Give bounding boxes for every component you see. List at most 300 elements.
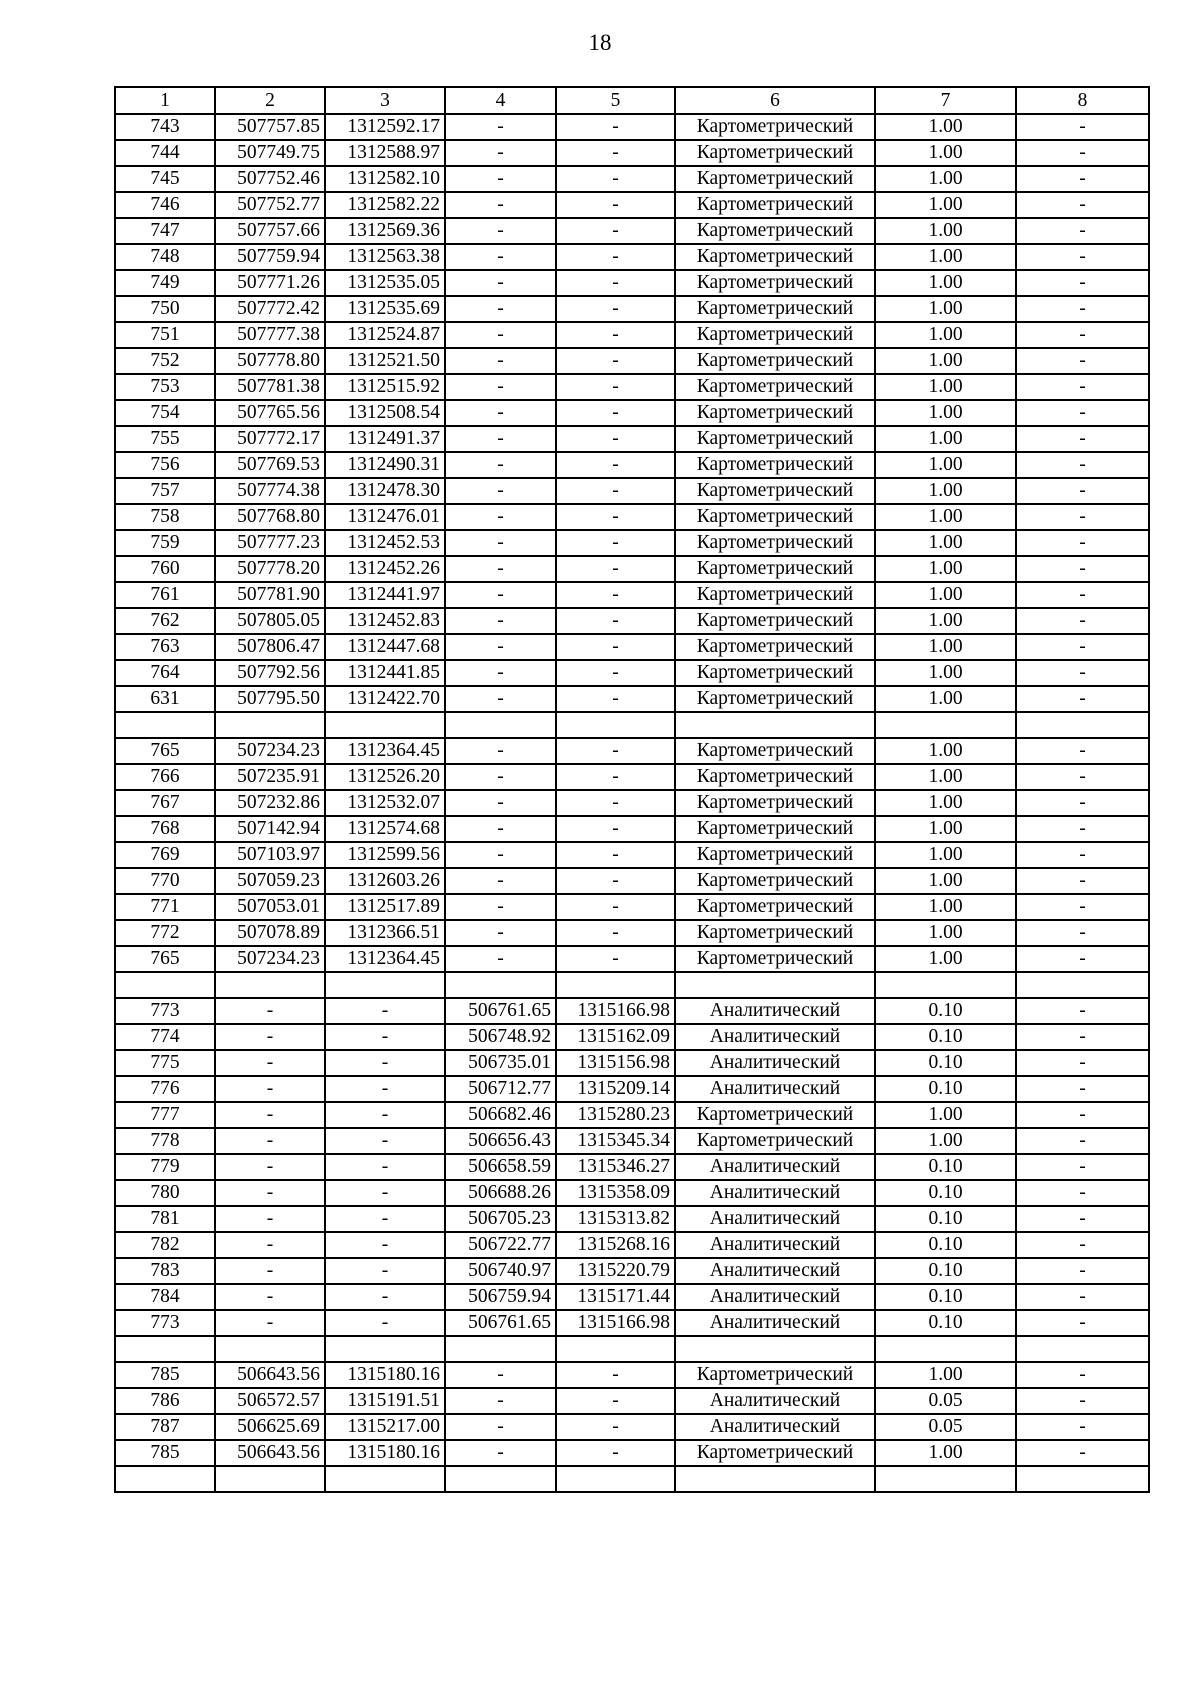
- table-row: [115, 608, 1149, 634]
- x-coordinate-cell: 507749.75: [215, 140, 325, 166]
- table-row: [115, 1180, 1149, 1206]
- description-cell: -: [1016, 608, 1149, 634]
- y-coordinate-cell: 1312366.51: [325, 920, 445, 946]
- y-coordinate-alt-cell: [556, 972, 675, 998]
- x-coordinate-cell: -: [215, 1206, 325, 1232]
- table-row: [115, 790, 1149, 816]
- description-cell: [1016, 712, 1149, 738]
- point-number-cell: 744: [115, 140, 215, 166]
- method-cell: Картометрический: [675, 738, 875, 764]
- x-coordinate-cell: -: [215, 998, 325, 1024]
- table-row: [115, 868, 1149, 894]
- y-coordinate-alt-cell: 1315171.44: [556, 1284, 675, 1310]
- y-coordinate-cell: 1312478.30: [325, 478, 445, 504]
- table-row: [115, 1258, 1149, 1284]
- x-coordinate-alt-cell: 506759.94: [445, 1284, 556, 1310]
- x-coordinate-cell: 506643.56: [215, 1362, 325, 1388]
- table-row: [115, 1466, 1149, 1492]
- y-coordinate-alt-cell: 1315345.34: [556, 1128, 675, 1154]
- x-coordinate-cell: 507103.97: [215, 842, 325, 868]
- x-coordinate-alt-cell: -: [445, 166, 556, 192]
- method-cell: Картометрический: [675, 452, 875, 478]
- x-coordinate-cell: 507795.50: [215, 686, 325, 712]
- x-coordinate-cell: 507778.80: [215, 348, 325, 374]
- x-coordinate-alt-cell: -: [445, 1414, 556, 1440]
- y-coordinate-alt-cell: [556, 1466, 675, 1492]
- description-cell: -: [1016, 1440, 1149, 1466]
- method-cell: Аналитический: [675, 1232, 875, 1258]
- y-coordinate-cell: 1312563.38: [325, 244, 445, 270]
- table-row: [115, 270, 1149, 296]
- x-coordinate-alt-cell: -: [445, 894, 556, 920]
- method-cell: Картометрический: [675, 530, 875, 556]
- y-coordinate-cell: -: [325, 1024, 445, 1050]
- y-coordinate-cell: 1312490.31: [325, 452, 445, 478]
- y-coordinate-alt-cell: 1315313.82: [556, 1206, 675, 1232]
- method-cell: Картометрический: [675, 790, 875, 816]
- method-cell: Аналитический: [675, 1414, 875, 1440]
- x-coordinate-cell: [215, 712, 325, 738]
- x-coordinate-cell: 507234.23: [215, 946, 325, 972]
- y-coordinate-alt-cell: -: [556, 608, 675, 634]
- accuracy-cell: 1.00: [875, 634, 1016, 660]
- table-row: [115, 1284, 1149, 1310]
- accuracy-cell: 1.00: [875, 114, 1016, 140]
- x-coordinate-cell: 507772.17: [215, 426, 325, 452]
- accuracy-cell: 0.10: [875, 1024, 1016, 1050]
- x-coordinate-alt-cell: -: [445, 816, 556, 842]
- x-coordinate-cell: 507777.23: [215, 530, 325, 556]
- x-coordinate-alt-cell: [445, 712, 556, 738]
- description-cell: -: [1016, 660, 1149, 686]
- table-row: [115, 426, 1149, 452]
- y-coordinate-cell: 1312491.37: [325, 426, 445, 452]
- y-coordinate-cell: [325, 972, 445, 998]
- point-number-cell: [115, 1336, 215, 1362]
- table-row: [115, 1050, 1149, 1076]
- x-coordinate-cell: 507078.89: [215, 920, 325, 946]
- description-cell: -: [1016, 114, 1149, 140]
- x-coordinate-alt-cell: 506705.23: [445, 1206, 556, 1232]
- y-coordinate-alt-cell: 1315209.14: [556, 1076, 675, 1102]
- method-cell: Аналитический: [675, 1180, 875, 1206]
- x-coordinate-alt-cell: -: [445, 114, 556, 140]
- accuracy-cell: 1.00: [875, 868, 1016, 894]
- method-cell: Картометрический: [675, 764, 875, 790]
- description-cell: -: [1016, 1206, 1149, 1232]
- y-coordinate-alt-cell: -: [556, 634, 675, 660]
- table-row: [115, 1206, 1149, 1232]
- y-coordinate-cell: 1312535.05: [325, 270, 445, 296]
- y-coordinate-cell: [325, 1466, 445, 1492]
- x-coordinate-cell: 507059.23: [215, 868, 325, 894]
- table-row: [115, 1076, 1149, 1102]
- y-coordinate-cell: 1312599.56: [325, 842, 445, 868]
- table-row: [115, 400, 1149, 426]
- description-cell: -: [1016, 556, 1149, 582]
- x-coordinate-cell: 507778.20: [215, 556, 325, 582]
- table-row: [115, 634, 1149, 660]
- y-coordinate-cell: 1312447.68: [325, 634, 445, 660]
- accuracy-cell: 1.00: [875, 504, 1016, 530]
- point-number-cell: 773: [115, 998, 215, 1024]
- table-row: [115, 478, 1149, 504]
- description-cell: -: [1016, 790, 1149, 816]
- y-coordinate-cell: -: [325, 1180, 445, 1206]
- x-coordinate-alt-cell: -: [445, 660, 556, 686]
- accuracy-cell: [875, 972, 1016, 998]
- description-cell: -: [1016, 764, 1149, 790]
- method-cell: Картометрический: [675, 1440, 875, 1466]
- x-coordinate-alt-cell: -: [445, 634, 556, 660]
- method-cell: Аналитический: [675, 1154, 875, 1180]
- accuracy-cell: 1.00: [875, 374, 1016, 400]
- x-coordinate-cell: 507768.80: [215, 504, 325, 530]
- accuracy-cell: 1.00: [875, 920, 1016, 946]
- y-coordinate-cell: -: [325, 1206, 445, 1232]
- accuracy-cell: 1.00: [875, 894, 1016, 920]
- description-cell: -: [1016, 1050, 1149, 1076]
- accuracy-cell: 1.00: [875, 452, 1016, 478]
- y-coordinate-alt-cell: -: [556, 894, 675, 920]
- method-cell: Картометрический: [675, 1102, 875, 1128]
- method-cell: Картометрический: [675, 608, 875, 634]
- x-coordinate-alt-cell: 506735.01: [445, 1050, 556, 1076]
- point-number-cell: [115, 712, 215, 738]
- description-cell: -: [1016, 192, 1149, 218]
- x-coordinate-alt-cell: -: [445, 374, 556, 400]
- point-number-cell: 631: [115, 686, 215, 712]
- method-cell: [675, 972, 875, 998]
- method-cell: Картометрический: [675, 1362, 875, 1388]
- method-cell: Картометрический: [675, 868, 875, 894]
- y-coordinate-cell: 1312588.97: [325, 140, 445, 166]
- x-coordinate-cell: 507792.56: [215, 660, 325, 686]
- y-coordinate-cell: 1312569.36: [325, 218, 445, 244]
- x-coordinate-cell: 507771.26: [215, 270, 325, 296]
- description-cell: -: [1016, 296, 1149, 322]
- table-row: [115, 686, 1149, 712]
- y-coordinate-alt-cell: -: [556, 582, 675, 608]
- point-number-cell: 769: [115, 842, 215, 868]
- y-coordinate-alt-cell: -: [556, 790, 675, 816]
- y-coordinate-alt-cell: -: [556, 478, 675, 504]
- accuracy-cell: 0.10: [875, 1050, 1016, 1076]
- x-coordinate-alt-cell: -: [445, 296, 556, 322]
- description-cell: -: [1016, 478, 1149, 504]
- point-number-cell: 784: [115, 1284, 215, 1310]
- x-coordinate-alt-cell: -: [445, 192, 556, 218]
- y-coordinate-cell: -: [325, 1310, 445, 1336]
- method-cell: Картометрический: [675, 244, 875, 270]
- accuracy-cell: 1.00: [875, 270, 1016, 296]
- point-number-cell: 776: [115, 1076, 215, 1102]
- x-coordinate-cell: 507772.42: [215, 296, 325, 322]
- method-cell: Аналитический: [675, 1310, 875, 1336]
- y-coordinate-cell: 1312515.92: [325, 374, 445, 400]
- x-coordinate-alt-cell: -: [445, 218, 556, 244]
- y-coordinate-alt-cell: -: [556, 192, 675, 218]
- point-number-cell: 754: [115, 400, 215, 426]
- y-coordinate-cell: 1312476.01: [325, 504, 445, 530]
- description-cell: -: [1016, 582, 1149, 608]
- y-coordinate-alt-cell: -: [556, 114, 675, 140]
- y-coordinate-alt-cell: -: [556, 296, 675, 322]
- table-row: [115, 582, 1149, 608]
- y-coordinate-alt-cell: -: [556, 556, 675, 582]
- point-number-cell: 753: [115, 374, 215, 400]
- method-cell: Аналитический: [675, 1258, 875, 1284]
- y-coordinate-alt-cell: -: [556, 1388, 675, 1414]
- x-coordinate-cell: -: [215, 1258, 325, 1284]
- x-coordinate-alt-cell: -: [445, 582, 556, 608]
- table-row: [115, 192, 1149, 218]
- x-coordinate-alt-cell: -: [445, 1388, 556, 1414]
- y-coordinate-cell: 1315217.00: [325, 1414, 445, 1440]
- table-row: [115, 894, 1149, 920]
- method-cell: Картометрический: [675, 400, 875, 426]
- accuracy-cell: 1.00: [875, 738, 1016, 764]
- method-cell: Картометрический: [675, 192, 875, 218]
- y-coordinate-cell: -: [325, 1050, 445, 1076]
- description-cell: [1016, 1336, 1149, 1362]
- y-coordinate-alt-cell: -: [556, 660, 675, 686]
- point-number-cell: 770: [115, 868, 215, 894]
- table-row: [115, 530, 1149, 556]
- table-row: [115, 1362, 1149, 1388]
- description-cell: -: [1016, 1180, 1149, 1206]
- y-coordinate-cell: 1315180.16: [325, 1440, 445, 1466]
- accuracy-cell: [875, 1466, 1016, 1492]
- method-cell: Картометрический: [675, 686, 875, 712]
- method-cell: Картометрический: [675, 556, 875, 582]
- x-coordinate-alt-cell: -: [445, 322, 556, 348]
- x-coordinate-cell: -: [215, 1180, 325, 1206]
- accuracy-cell: 0.10: [875, 1076, 1016, 1102]
- accuracy-cell: 0.10: [875, 1310, 1016, 1336]
- y-coordinate-alt-cell: -: [556, 140, 675, 166]
- y-coordinate-alt-cell: -: [556, 868, 675, 894]
- point-number-cell: 747: [115, 218, 215, 244]
- y-coordinate-alt-cell: -: [556, 686, 675, 712]
- point-number-cell: 768: [115, 816, 215, 842]
- accuracy-cell: 1.00: [875, 400, 1016, 426]
- y-coordinate-alt-cell: 1315156.98: [556, 1050, 675, 1076]
- point-number-cell: 781: [115, 1206, 215, 1232]
- x-coordinate-cell: 507805.05: [215, 608, 325, 634]
- x-coordinate-cell: -: [215, 1154, 325, 1180]
- point-number-cell: 764: [115, 660, 215, 686]
- accuracy-cell: 1.00: [875, 556, 1016, 582]
- accuracy-cell: 1.00: [875, 946, 1016, 972]
- y-coordinate-cell: 1312582.10: [325, 166, 445, 192]
- table-row: [115, 972, 1149, 998]
- y-coordinate-alt-cell: 1315346.27: [556, 1154, 675, 1180]
- accuracy-cell: 1.00: [875, 166, 1016, 192]
- accuracy-cell: 0.05: [875, 1414, 1016, 1440]
- x-coordinate-alt-cell: -: [445, 842, 556, 868]
- x-coordinate-cell: 507774.38: [215, 478, 325, 504]
- x-coordinate-alt-cell: -: [445, 400, 556, 426]
- y-coordinate-cell: -: [325, 1284, 445, 1310]
- description-cell: -: [1016, 1154, 1149, 1180]
- description-cell: -: [1016, 374, 1149, 400]
- method-cell: Картометрический: [675, 946, 875, 972]
- x-coordinate-alt-cell: -: [445, 764, 556, 790]
- x-coordinate-alt-cell: 506658.59: [445, 1154, 556, 1180]
- method-cell: Картометрический: [675, 816, 875, 842]
- method-cell: [675, 712, 875, 738]
- description-cell: -: [1016, 1076, 1149, 1102]
- description-cell: -: [1016, 634, 1149, 660]
- point-number-cell: 765: [115, 946, 215, 972]
- x-coordinate-alt-cell: -: [445, 478, 556, 504]
- y-coordinate-cell: -: [325, 1128, 445, 1154]
- y-coordinate-alt-cell: 1315268.16: [556, 1232, 675, 1258]
- y-coordinate-alt-cell: -: [556, 920, 675, 946]
- point-number-cell: 749: [115, 270, 215, 296]
- x-coordinate-cell: 507806.47: [215, 634, 325, 660]
- y-coordinate-alt-cell: -: [556, 348, 675, 374]
- accuracy-cell: 1.00: [875, 192, 1016, 218]
- x-coordinate-cell: -: [215, 1232, 325, 1258]
- x-coordinate-alt-cell: -: [445, 1362, 556, 1388]
- table-row: [115, 946, 1149, 972]
- accuracy-cell: [875, 712, 1016, 738]
- point-number-cell: 785: [115, 1362, 215, 1388]
- x-coordinate-cell: 507769.53: [215, 452, 325, 478]
- x-coordinate-cell: 507757.85: [215, 114, 325, 140]
- point-number-cell: 761: [115, 582, 215, 608]
- x-coordinate-alt-cell: -: [445, 790, 556, 816]
- table-row: [115, 920, 1149, 946]
- y-coordinate-alt-cell: 1315166.98: [556, 998, 675, 1024]
- method-cell: Аналитический: [675, 1050, 875, 1076]
- description-cell: -: [1016, 1128, 1149, 1154]
- y-coordinate-alt-cell: -: [556, 452, 675, 478]
- table-row: [115, 1154, 1149, 1180]
- point-number-cell: 772: [115, 920, 215, 946]
- description-cell: -: [1016, 270, 1149, 296]
- description-cell: -: [1016, 842, 1149, 868]
- table-row: [115, 556, 1149, 582]
- x-coordinate-cell: -: [215, 1076, 325, 1102]
- description-cell: -: [1016, 998, 1149, 1024]
- y-coordinate-cell: -: [325, 1102, 445, 1128]
- method-cell: Картометрический: [675, 634, 875, 660]
- accuracy-cell: 1.00: [875, 530, 1016, 556]
- description-cell: -: [1016, 920, 1149, 946]
- y-coordinate-alt-cell: -: [556, 504, 675, 530]
- accuracy-cell: 1.00: [875, 660, 1016, 686]
- description-cell: -: [1016, 322, 1149, 348]
- table-row: [115, 1102, 1149, 1128]
- y-coordinate-cell: 1315191.51: [325, 1388, 445, 1414]
- description-cell: -: [1016, 1362, 1149, 1388]
- table-row: [115, 1310, 1149, 1336]
- accuracy-cell: 1.00: [875, 426, 1016, 452]
- description-cell: -: [1016, 1258, 1149, 1284]
- table-body: [115, 114, 1149, 1492]
- point-number-cell: [115, 1466, 215, 1492]
- table-row: [115, 1336, 1149, 1362]
- x-coordinate-alt-cell: -: [445, 738, 556, 764]
- point-number-cell: 748: [115, 244, 215, 270]
- table-row: [115, 738, 1149, 764]
- x-coordinate-cell: -: [215, 1128, 325, 1154]
- header-cell: 2: [215, 87, 325, 114]
- accuracy-cell: 0.10: [875, 998, 1016, 1024]
- x-coordinate-cell: 507232.86: [215, 790, 325, 816]
- y-coordinate-alt-cell: -: [556, 816, 675, 842]
- y-coordinate-cell: -: [325, 1076, 445, 1102]
- x-coordinate-cell: 507053.01: [215, 894, 325, 920]
- point-number-cell: 773: [115, 1310, 215, 1336]
- x-coordinate-alt-cell: 506656.43: [445, 1128, 556, 1154]
- description-cell: -: [1016, 400, 1149, 426]
- point-number-cell: 777: [115, 1102, 215, 1128]
- method-cell: Картометрический: [675, 322, 875, 348]
- accuracy-cell: 1.00: [875, 764, 1016, 790]
- x-coordinate-alt-cell: 506712.77: [445, 1076, 556, 1102]
- table-row: [115, 348, 1149, 374]
- table-row: [115, 114, 1149, 140]
- point-number-cell: 778: [115, 1128, 215, 1154]
- point-number-cell: 765: [115, 738, 215, 764]
- accuracy-cell: 1.00: [875, 1440, 1016, 1466]
- description-cell: -: [1016, 946, 1149, 972]
- method-cell: Картометрический: [675, 426, 875, 452]
- point-number-cell: 760: [115, 556, 215, 582]
- description-cell: -: [1016, 166, 1149, 192]
- method-cell: Картометрический: [675, 348, 875, 374]
- accuracy-cell: 1.00: [875, 140, 1016, 166]
- y-coordinate-cell: 1312452.83: [325, 608, 445, 634]
- accuracy-cell: 0.10: [875, 1232, 1016, 1258]
- y-coordinate-cell: [325, 712, 445, 738]
- y-coordinate-alt-cell: -: [556, 374, 675, 400]
- y-coordinate-alt-cell: 1315166.98: [556, 1310, 675, 1336]
- x-coordinate-alt-cell: -: [445, 140, 556, 166]
- method-cell: Картометрический: [675, 166, 875, 192]
- description-cell: -: [1016, 1284, 1149, 1310]
- table-row: [115, 712, 1149, 738]
- table-row: [115, 218, 1149, 244]
- description-cell: -: [1016, 140, 1149, 166]
- y-coordinate-alt-cell: -: [556, 764, 675, 790]
- description-cell: -: [1016, 868, 1149, 894]
- x-coordinate-cell: [215, 972, 325, 998]
- description-cell: [1016, 972, 1149, 998]
- point-number-cell: 780: [115, 1180, 215, 1206]
- description-cell: -: [1016, 504, 1149, 530]
- point-number-cell: 782: [115, 1232, 215, 1258]
- y-coordinate-alt-cell: -: [556, 842, 675, 868]
- accuracy-cell: 0.10: [875, 1284, 1016, 1310]
- point-number-cell: 763: [115, 634, 215, 660]
- x-coordinate-alt-cell: 506740.97: [445, 1258, 556, 1284]
- accuracy-cell: 1.00: [875, 348, 1016, 374]
- description-cell: -: [1016, 530, 1149, 556]
- header-cell: 4: [445, 87, 556, 114]
- point-number-cell: 759: [115, 530, 215, 556]
- y-coordinate-alt-cell: 1315162.09: [556, 1024, 675, 1050]
- coordinates-table: [114, 86, 1150, 1493]
- method-cell: Аналитический: [675, 1024, 875, 1050]
- x-coordinate-alt-cell: -: [445, 426, 556, 452]
- x-coordinate-alt-cell: -: [445, 556, 556, 582]
- point-number-cell: 785: [115, 1440, 215, 1466]
